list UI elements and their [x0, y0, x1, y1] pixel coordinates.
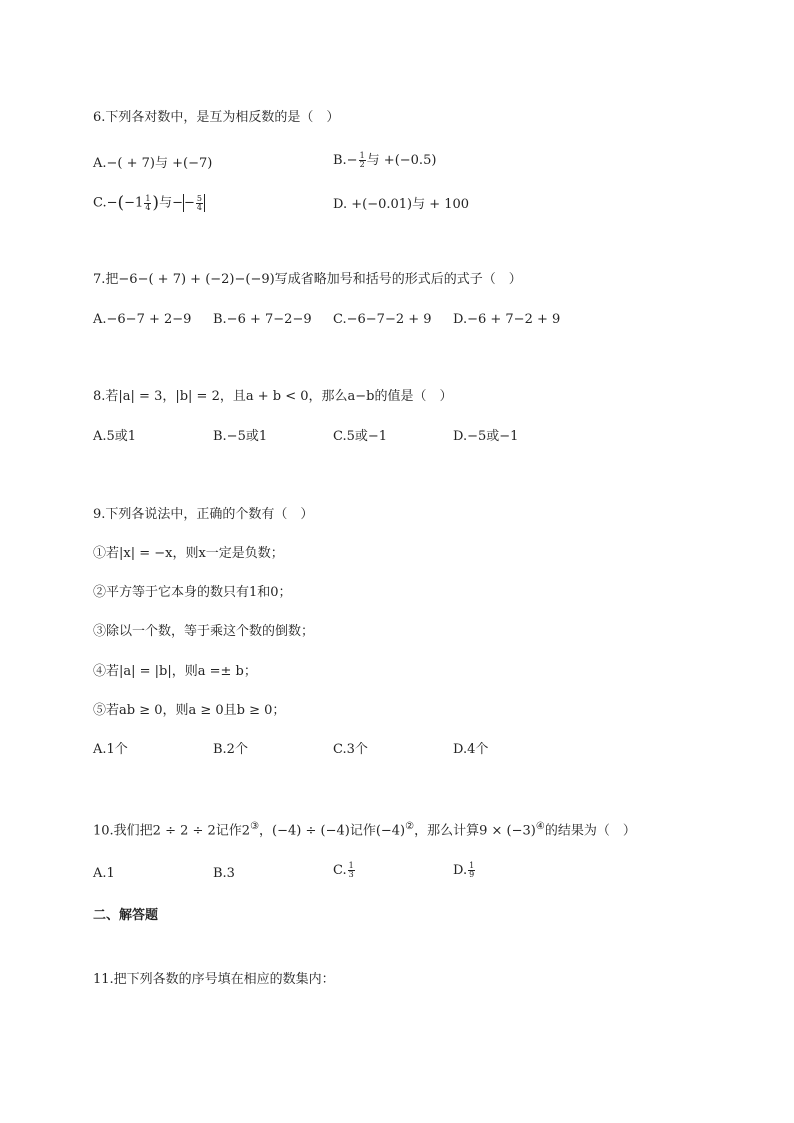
q6-option-b-suffix: 与 +(−0.5) — [366, 153, 437, 168]
q7-stem: 7.把−6−( + 7) + (−2)−(−9)写成省略加号和括号的形式后的式子（ ） — [93, 272, 522, 287]
q10-c-frac-den: 3 — [348, 870, 354, 879]
q10-option-c-prefix: C. — [333, 863, 347, 878]
q10-stem-part-3: ，那么计算9 × (−3) — [414, 823, 536, 839]
q9-statement-1: ①若|x| = −x，则x一定是负数； — [93, 546, 284, 561]
q6-option-a: A.−( + 7)与 +(−7) — [93, 156, 213, 171]
q6-b-frac-den: 2 — [359, 160, 365, 169]
q10-stem-part-2: ，(−4) ÷ (−4)记作(−4) — [259, 823, 406, 839]
q8-option-c: C.5或−1 — [333, 429, 388, 444]
q10-option-b: B.3 — [213, 866, 235, 881]
q6-c-whole: −1 — [124, 195, 144, 211]
q11-stem: 11.把下列各数的序号填在相应的数集内： — [93, 972, 335, 987]
q8-stem: 8.若|a| = 3，|b| = 2，且a + b < 0，那么a−b的值是（ ） — [93, 389, 453, 404]
q7-option-b: B.−6 + 7−2−9 — [213, 312, 312, 327]
q6-c-close-paren: ) — [152, 193, 160, 213]
q6-c-frac-den: 4 — [145, 202, 151, 212]
q10-d-frac-den: 9 — [469, 870, 475, 879]
q6-stem: 6.下列各对数中，是互为相反数的是（ ） — [93, 110, 340, 125]
q6-c-frac-num: 1 — [145, 193, 151, 203]
q10-stem-part-1: 10.我们把2 ÷ 2 ÷ 2记作2 — [93, 823, 251, 839]
q7-option-c: C.−6−7−2 + 9 — [333, 312, 432, 327]
q9-stem: 9.下列各说法中，正确的个数有（ ） — [93, 507, 314, 522]
q9-option-a: A.1个 — [93, 742, 128, 757]
q6-option-c — [93, 194, 205, 213]
q9-option-c: C.3个 — [333, 742, 368, 757]
q9-statement-3: ③除以一个数，等于乘这个数的倒数； — [93, 624, 315, 639]
q6-c-frac2-num: 5 — [196, 193, 202, 203]
q10-option-c-fraction — [348, 862, 355, 879]
q10-superscript-1: ③ — [250, 821, 260, 832]
q10-option-c — [333, 862, 356, 880]
q6-c-fraction — [144, 195, 151, 212]
q6-option-b-prefix: B.− — [333, 153, 358, 168]
q10-stem — [93, 818, 636, 840]
q10-option-d-prefix: D. — [453, 863, 468, 878]
section-2-heading: 二、解答题 — [93, 908, 159, 923]
q9-statement-5: ⑤若ab ≥ 0，则a ≥ 0且b ≥ 0； — [93, 703, 286, 718]
q10-superscript-3: ④ — [535, 821, 545, 832]
q9-statement-2: ②平方等于它本身的数只有1和0； — [93, 585, 292, 600]
q10-c-frac-num: 1 — [348, 861, 354, 870]
q6-c-mid: 与− — [159, 195, 183, 211]
q10-option-a: A.1 — [93, 866, 115, 881]
q6-option-b — [333, 152, 436, 170]
q7-option-a: A.−6−7 + 2−9 — [93, 312, 192, 327]
q10-superscript-2: ② — [405, 821, 415, 832]
q10-option-d-fraction — [468, 862, 475, 879]
q10-stem-part-4: 的结果为（ ） — [544, 823, 636, 839]
q7-option-d: D.−6 + 7−2 + 9 — [453, 312, 561, 327]
q6-option-b-fraction — [359, 152, 366, 169]
q9-option-d: D.4个 — [453, 742, 489, 757]
q6-c-abs-sign: − — [183, 195, 195, 211]
q8-option-b: B.−5或1 — [213, 429, 268, 444]
q9-statement-4: ④若|a| = |b|，则a =± b； — [93, 664, 257, 679]
q6-c-fraction-2 — [196, 195, 203, 212]
q9-option-b: B.2个 — [213, 742, 248, 757]
q6-option-d: D. +(−0.01)与 + 100 — [333, 197, 470, 212]
q6-c-open-paren: ( — [117, 193, 125, 213]
q6-option-c-prefix: C.− — [93, 195, 118, 211]
q6-c-abs-right — [204, 194, 205, 212]
q8-option-d: D.−5或−1 — [453, 429, 519, 444]
q6-b-frac-num: 1 — [359, 151, 365, 160]
q10-d-frac-num: 1 — [469, 861, 475, 870]
q10-option-d — [453, 862, 476, 880]
q6-c-frac2-den: 4 — [196, 202, 202, 212]
q8-option-a: A.5或1 — [93, 429, 137, 444]
